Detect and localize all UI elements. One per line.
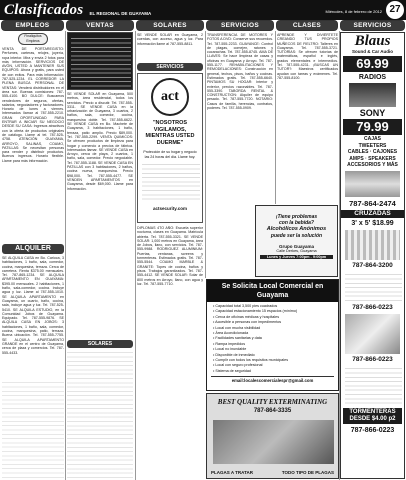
column-header-solares: SOLARES (136, 20, 204, 31)
requirement-item: • Cumplir con todos los requisitos municipales (213, 358, 289, 363)
column-divider (65, 31, 66, 480)
alquiler-more-text (2, 380, 64, 478)
servicios-ads: TRANSFERENCIA DE MOTORES Y FOTOS A DVD: Conserve sus recuerdos. Tel. 787-555-2233. GUAYANCE: Control de plagas, comejen, ratones y cucarachas. Tel. 787-555-8745. AMA DE LLAVES: Se hace limpieza de casas y oficinas en Guayama y Arroyo. Tel. 787-555-1177. REHABILITACIONES Y REMODELACIONES: Construcción en general, techos, pisos, baños y cocinas. Estimados gratis. Tel. 787-555-6640. PINTAMOS SU HOGAR: Interior y exterior, precios razonables. Tel. 787-555-3390. TABORDA RENTAL & CONSTRUCTION: Alquiler de equipo pesado. Tel. 787-555-7720. NOTARIO: Casos de familia, herencias, contratos, poderes. Tel. 787-555-0909. (207, 33, 273, 111)
solares-intro: SE VENDE SOLAR en Guayama, 2 cuerdas, con acceso, agua y luz. Para información llame al 787-555-8811. (137, 33, 203, 46)
solares-subheading: SOLARES (67, 340, 133, 348)
empleos-ads: VENTA DE PORTAREGISTO: Perfumes, carteras, relojes, joyería, ropa interior. Mira y envía 2 fotos para más información. SERVICIOS DE AVÓN, USTED A MANTENER SUS EQUIPOS: Ahora y gratis, para usted de con exitos. Para más información: 787-525-1234. EL CORREDOR LA PLENA BUSCA PERSONAL DE VENTAS: Venderá distribuidores en el área sur. Buenas comisiones: 787-555-4100. BO DULCE: Buscamos vendedores de seguros, ofertas, salarios, negociadores y facturadores. Horario de lunes a viernes. Interesados llamar al 787-555-2210. GRAN OPORTUNIDAD PARA ENTRAR A INICIAR SU NEGOCIO DESDE SU CASA: Ingresos atractivos con la oferta de productos originales de catálogo. Llame al tel. 787-525-4758. ATENCIÓN GUAYAMA, ARROYO, SALINAS, COAMO, PATILLAS: Se necesitan personas para vender y distribuir productos. Buenos ingresos. Horario flexible. Llame para más información. (2, 47, 64, 163)
local-comercial-requirements (207, 302, 338, 376)
blaus-phone-2: 787-866-0223 (352, 303, 393, 311)
column-divider (135, 31, 136, 480)
aa-hours: Lunes y Jueves 7:00pm - 9:00pm (260, 255, 333, 259)
blaus-details-text (345, 366, 402, 406)
exterminating-title: BEST QUALITY EXTERMINATING (217, 398, 328, 406)
act-security-ad (137, 73, 203, 223)
aa-group: Grupo Guayama (278, 244, 314, 249)
local-comercial-email: email:localescomercialespr@gmail.com (211, 376, 334, 384)
blaus-phone-1: 787-864-3200 (352, 261, 393, 269)
clases-ads: APRENDE Y DIVIÉRTETE CREANDO TUS PROPIOS MUÑECOS DE FIELTRO: Talleres en Guayama. Tel. 787-555-3721. TUTORÍAS: Se ofrecen tutorías de matemáticas, español e inglés, grados elementales e intermedios. Tel. 787-555-4231. ¡BUSCAS UN TUTOR?: Maestros certificados ayudan con tareas y exámenes. Tel. 787-555-8100. (277, 33, 338, 80)
blaus-product-photo (345, 314, 400, 354)
aa-question-1: ¡Tiene problemas (275, 214, 318, 220)
aa-address: Calle Derkes, Guayama (276, 249, 317, 253)
requirement-item: • Accesible a personas con impedimentos (213, 320, 282, 325)
blaus-sony-label: SONY (359, 108, 386, 118)
requirement-item: • Local con seguro profesional (213, 363, 263, 368)
blaus-product-item: TWEETERS (358, 142, 387, 149)
column-header-servicios: SERVICIOS (206, 20, 274, 31)
blaus-phone: 787-864-2474 (349, 198, 396, 208)
cruzadas-label: CRUZADAS (341, 210, 404, 218)
blaus-price-1: 69.99 (343, 56, 402, 72)
act-body-text (142, 162, 200, 202)
requirement-item: • Cerca de oficinas médicas y hospitales (213, 314, 280, 319)
requirement-item: • Rampa impedidos (213, 341, 246, 346)
column-divider (339, 31, 340, 480)
blaus-product-item: AMPS · SPEAKERS (349, 155, 396, 162)
aa-name: Alcohólicos Anónimos (266, 226, 327, 232)
alcoholicos-anonimos-ad (255, 205, 338, 277)
ventas-featured-ad (67, 32, 133, 90)
local-comercial-ad (206, 279, 339, 391)
best-quality-exterminating-ad (206, 393, 339, 479)
aa-solution: puede ser la solución (270, 233, 323, 239)
ventas-ads: SE VENDE SOLAR en Guayama, 500 metros, área residencial, todos los servicios. Precio a discutir. Tel. 787-555-3311. SE VENDE CASA en la urbanización de Guayama, 3 cuartos, 2 baños, sala, comedor, cocina, marquesina doble. Tel. 787-555-6622. SE VENDE CASA en Bo. Machete de Guayama, 3 habitaciones, 1 baño, terraza, patio amplio. Precio $89,000. Tel. 787-555-2299. VENTA QUIMICOS: Se ofrecen productos de limpieza para hogar y comercio a precios de fábrica. Interesados llamar. SE VENDE CASA en Arroyo, cerca de playa, 2 cuartos, 1 baño, sala, comedor. Precio negociable. Tel. 787-555-1188. SE VENDE CASA EN PATILLAS con 3 habitaciones, 2 baños, cocina nueva, marquesina. Precio $98,000. Tel. 787-555-4477. SE VENDEN APARTAMENTOS en Guayama, desde $69,000. Llame para información. (67, 92, 133, 191)
page-header (0, 0, 406, 20)
act-website: actsecurity.com (153, 206, 187, 211)
local-comercial-title: Se Solicita Local Comercial en Guayama (207, 280, 338, 302)
blaus-product-list (341, 136, 404, 169)
requirement-item: • Sistema de seguridad (213, 368, 251, 373)
requirement-item: • Local con mucha visibilidad (213, 325, 261, 330)
tormenteras-offer: TORMENTERAS DESDE $4.00 p2 (343, 408, 402, 424)
requirement-item: • Facilidades sanitarias y data (213, 336, 262, 341)
featured-ad-text (71, 36, 131, 88)
solares-ads-text (67, 350, 133, 478)
column-divider (205, 31, 206, 278)
aa-question-2: con la bebida? (278, 220, 314, 226)
blaus-price-2: 79.99 (343, 119, 402, 135)
blaus-subtitle: Sound & Car Audio (351, 49, 394, 54)
column-header-clases: CLASES (276, 20, 338, 31)
solares-lower-ads: DIPLOMAS 4TO AÑO: Escuela superior nocturna, clases en Guayama. Matrícula abierta. Tel. 787-555-3321. SE VENDE SOLAR: 1,000 metros en Guayama, área de Jobos, llano, con servicios. Tel. 787-555-9988. RODRIGUEZ ALUMINIUM: Puertas, ventanas, screens y tormenteras. Estimados gratis. Tel. 787-555-5544. COAMO MARBLE & GRANITE: Topes de cocina, baños y pisos. Trabajos garantizados. Tel. 787-555-4412. SE VENDE SOLAR: Solar de 800 metros en Arroyo, llano, con agua y luz. Tel. 787-555-7710. (137, 226, 203, 286)
blaus-product-item: ACCESORIOS Y MÁS (347, 162, 398, 168)
exterminating-photo (213, 420, 334, 464)
blaus-product-item: CAJAS (364, 136, 381, 142)
requirement-item: • Capacidad total 3,500 pies cuadrados (213, 304, 278, 308)
blaus-phone-3: 787-866-0223 (352, 355, 393, 363)
section-logo: Clasificados (4, 1, 84, 18)
cruzadas-size-price: 3' x 5' $18.99 (351, 219, 394, 227)
empleos-tag-label: Finaliquitos Empleos (24, 34, 42, 43)
servicios-subheading: SERVICIOS (137, 63, 203, 71)
column-header-servicios-2: SERVICIOS (340, 20, 405, 31)
blaus-brand: Blaus (354, 33, 391, 49)
alquiler-heading: ALQUILER (2, 244, 64, 254)
column-header-ventas: VENTAS (66, 20, 134, 31)
blaus-body-text (345, 272, 402, 302)
requirement-item: • Local no inundable (213, 347, 247, 352)
act-description: Protección de su hogar y negocio las 24 horas del día. Llame hoy. (143, 150, 197, 159)
column-header-empleos: EMPLEOS (1, 20, 64, 31)
cruzadas-photo (345, 230, 400, 260)
blaus-speaker-photo (345, 171, 400, 197)
plagas-heading: PLAGAS A TRATAR (211, 470, 253, 475)
alquiler-ads: SE ALQUILA CASA en Bo. Carioca, 3 habitaciones, 1 baño, sala, comedor, cocina, marquesina, terraza. Cerca de carretera. Renta $375.00 mensuales. Tel. 787-865-1234. SE ALQUILA APARTAMENTO EN GUAYAMA: $395.00 mensuales. 2 habitaciones, 1 baño, sala-comedor, cocina. Incluye agua y luz. Llame al 787-555-1010. SE ALQUILA APARTAMENTO en Guayama, un cuarto, baño, cocina, sala, incluye agua y luz. Tel. 787-525-5410. SE ALQUILA ESTUDIO, en la Comunidad Jobos de Guayama. Equipado. Tel. 787-555-9876. SE ALQUILA CASA EN JOBOS: 3 habitaciones, 1 baño, sala, comedor, cocina, marquesina, patio, terraza. Buena ubicación. Tel. 787-555-7755. SE ALQUILA APARTAMENTO GRANDE en el centro de Guayama, cerca de plaza y comercios. Tel. 787-555-4433. (2, 256, 64, 355)
tormenteras-phone: 787-866-0223 (350, 426, 395, 434)
act-logo: act (151, 78, 189, 116)
act-slogan: "NOSOTROS VIGILAMOS, MIENTRAS USTED DUERME" (145, 120, 195, 146)
requirement-item: • Capacidad estacionamiento 15 espacios (mínimo) (213, 309, 298, 314)
blaus-radio-photo (349, 83, 396, 107)
issue-date: Miércoles, 8 de febrero de 2012 (325, 9, 382, 14)
blaus-product-item: CABLES · CAJONES (347, 149, 398, 155)
page-number: 27 (386, 1, 404, 19)
newspaper-name: EL REGIONAL DE GUAYAMA (89, 10, 152, 16)
plagas-tag: TODO TIPO DE PLAGAS (281, 470, 334, 475)
blaus-sound-ad (340, 32, 405, 479)
exterminating-phone: 787-864-3335 (253, 408, 292, 414)
requirement-item: • Disponible de inmediato (213, 352, 255, 357)
empleos-tag (18, 33, 48, 45)
requirement-item: • Área Acondicionada (213, 331, 249, 336)
blaus-radios-label: RADIOS (358, 74, 387, 81)
column-divider (275, 31, 276, 204)
